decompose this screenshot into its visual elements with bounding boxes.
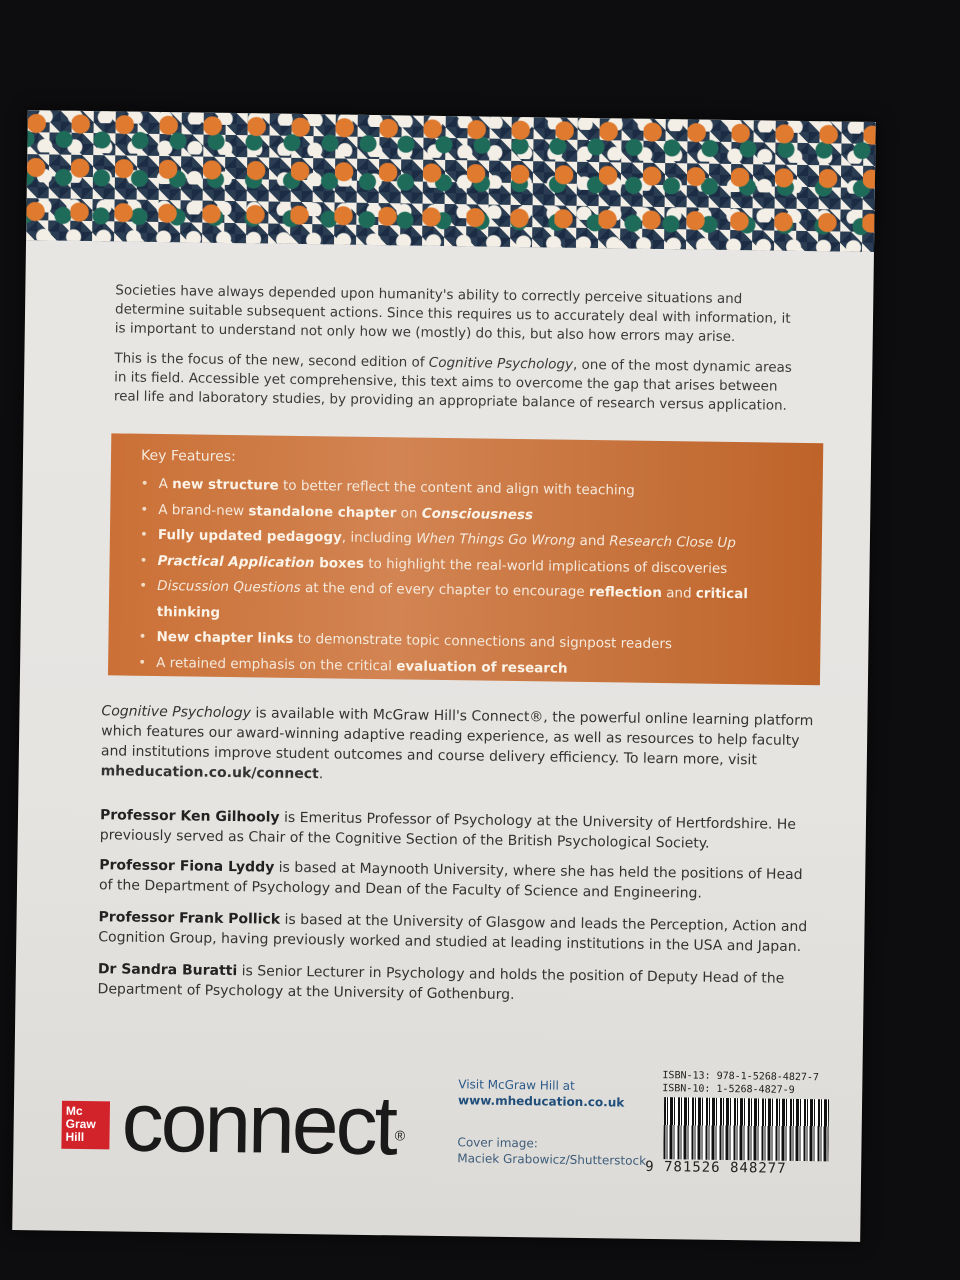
connect-url: mheducation.co.uk/connect [100, 763, 319, 783]
intro-paragraph [115, 281, 806, 348]
focus-text-start: This is the focus of the new, second edition of [114, 350, 429, 371]
feature-item [139, 574, 792, 634]
logo-line: Mc [65, 1103, 83, 1118]
author-bio [97, 959, 809, 1009]
author-bio [99, 855, 811, 905]
cover-image-credit [457, 1134, 646, 1169]
feature-highlight: Fully updated pedagogy [157, 526, 342, 546]
feature-highlight: reflection [588, 584, 662, 602]
focus-text-end: , one of the most dynamic areas in its field. Accessible yet comprehensive, this text aims to overcome the gap that arises between real life and laboratory studies, by providing an appropriate balance of research versus application. [113, 356, 793, 414]
key-features-box [108, 433, 823, 685]
barcode [663, 1097, 829, 1161]
feature-list [138, 472, 793, 685]
isbn-block [662, 1069, 819, 1097]
author-bio-text: is based at the University of Glasgow and leads the Perception, Action and Cognition Group, having previously worked and studied at leading institutions in the USA and Japan. [98, 911, 808, 956]
feature-text: and [661, 585, 696, 602]
book-title-italic: Cognitive Psychology [428, 354, 574, 373]
feature-text: to demonstrate topic connections and signpost readers [293, 630, 673, 653]
feature-text: A brand-new [158, 501, 249, 519]
author-name: Professor Frank Pollick [98, 909, 281, 928]
book-title-italic: Cognitive Psychology [101, 703, 252, 722]
author-bio [98, 907, 810, 957]
feature-highlight: Consciousness [421, 505, 534, 523]
book-back-cover [12, 110, 876, 1242]
feature-text: on [396, 504, 422, 522]
publisher-visit [458, 1076, 625, 1110]
feature-highlight: New chapter links [156, 628, 294, 647]
feature-text: A [158, 475, 173, 493]
isbn-10: ISBN-10: 1-5268-4827-9 [662, 1083, 795, 1096]
feature-highlight: new structure [172, 476, 279, 494]
author-name: Professor Ken Gilhooly [99, 807, 280, 826]
connect-text: is available with McGraw Hill's Connect®, the powerful online learning platform which features our award-winning adaptive reading experience, as well as resources to help faculty and institutions improve student outcomes and course delivery efficiency. To learn more, visit [100, 705, 814, 769]
feature-highlight: Practical Application [157, 552, 315, 571]
feature-text: at the end of every chapter to encourage [300, 579, 590, 601]
isbn-13: ISBN-13: 978-1-5268-4827-7 [662, 1070, 820, 1084]
feature-text: to better reflect the content and align with teaching [278, 477, 635, 499]
author-bio-text: is based at Maynooth University, where she has held the positions of Head of the Department of Psychology and Dean of the Faculty of Science and Engineering. [98, 859, 803, 902]
intro-text: Societies have always depended upon humanity's ability to correctly perceive situations and determine suitable subsequent actions. Since this requires us to accurately deal with information, it is important to understand not only how we (mostly) do this, but also how errors may arise. [114, 282, 791, 346]
author-name: Dr Sandra Buratti [97, 961, 238, 980]
connect-end: . [318, 766, 324, 783]
publisher-url: www.mheducation.co.uk [457, 1093, 625, 1110]
author-bio-text: is Emeritus Professor of Psychology at the University of Hertfordshire. He previously served as Chair of the Cognitive Section of the British Psychological Society. [99, 809, 797, 852]
visit-label: Visit McGraw Hill at [458, 1077, 575, 1093]
credit-label: Cover image: [457, 1135, 538, 1151]
feature-text: , including [341, 529, 417, 547]
feature-italic: Discussion Questions [157, 577, 301, 596]
feature-italic: Research Close Up [609, 533, 737, 552]
key-features-title: Key Features: [140, 447, 236, 466]
author-bio [100, 805, 812, 855]
feature-highlight: standalone chapter [248, 502, 397, 521]
feature-text: A retained emphasis on the critical [156, 654, 397, 674]
feature-italic: When Things Go Wrong [416, 530, 576, 549]
connect-logo-text: connect [121, 1074, 396, 1173]
logo-line: Hill [65, 1129, 85, 1145]
focus-paragraph [114, 349, 805, 416]
mcgraw-hill-logo [61, 1101, 110, 1150]
mosaic-tile-band [26, 110, 876, 252]
feature-text: to highlight the real-world implications of discoveries [363, 555, 728, 577]
feature-highlight: critical thinking [156, 585, 749, 621]
author-bio-text: is Senior Lecturer in Psychology and holds the position of Deputy Head of the Department of Psychology at the University of Gothenburg. [97, 963, 785, 1004]
feature-text: and [575, 532, 610, 550]
registered-mark: ® [394, 1127, 406, 1144]
connect-logo [121, 1074, 406, 1173]
feature-highlight: evaluation of research [396, 657, 568, 677]
feature-highlight: boxes [314, 554, 365, 572]
author-name: Professor Fiona Lyddy [99, 857, 275, 876]
logo-line: Graw [65, 1116, 96, 1132]
credit-name: Maciek Grabowicz/Shutterstock [457, 1151, 647, 1168]
barcode-number: 9 781526 848277 [645, 1158, 787, 1177]
connect-paragraph [100, 701, 813, 791]
